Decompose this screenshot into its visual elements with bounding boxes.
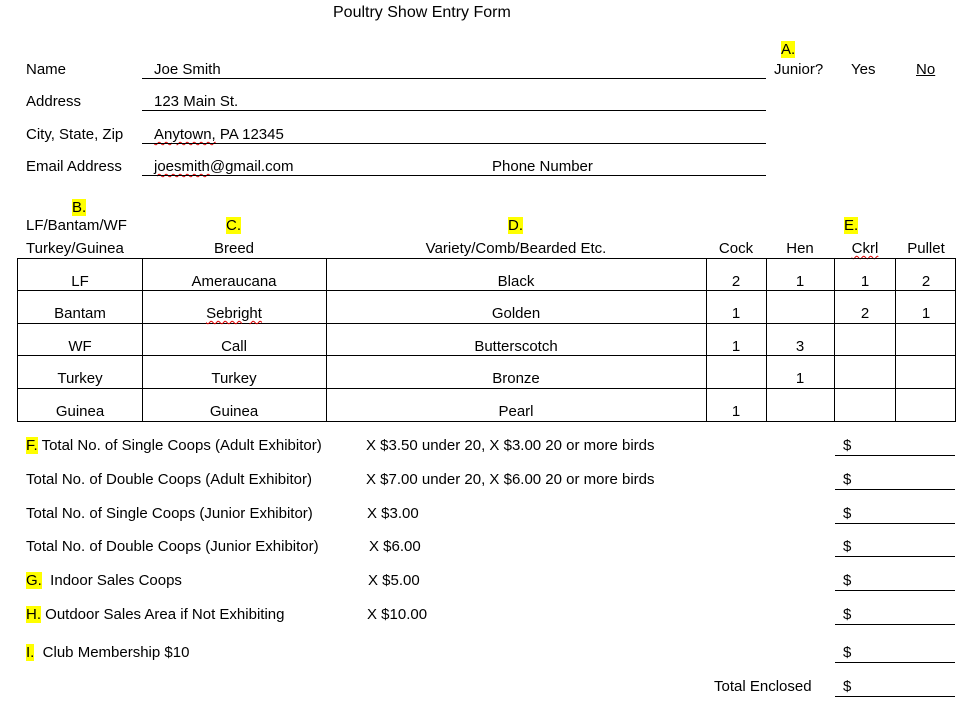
cell-breed[interactable]: Sebright bbox=[206, 305, 262, 322]
phone-label: Phone Number bbox=[492, 158, 593, 175]
fee-label: H. Outdoor Sales Area if Not Exhibiting bbox=[26, 606, 285, 623]
cell-breed[interactable]: Call bbox=[221, 338, 247, 355]
header-pullet: Pullet bbox=[907, 240, 945, 257]
email-user: joesmith bbox=[154, 158, 210, 175]
fee-amount-underline bbox=[835, 590, 955, 591]
marker-e: E. bbox=[844, 217, 859, 234]
fee-amount-field[interactable]: $ bbox=[843, 644, 852, 661]
cell-cock[interactable]: 1 bbox=[731, 338, 741, 355]
fee-amount-underline bbox=[835, 455, 955, 456]
cell-cock[interactable]: 1 bbox=[731, 403, 741, 420]
fee-amount-field[interactable]: $ bbox=[843, 437, 852, 454]
marker-a: A. bbox=[781, 41, 796, 58]
fee-rate: X $3.00 bbox=[367, 505, 419, 522]
marker-i: I. bbox=[26, 644, 35, 661]
cell-cock[interactable]: 2 bbox=[731, 273, 741, 290]
cell-hen[interactable]: 1 bbox=[795, 370, 805, 387]
fee-label: Total No. of Single Coops (Junior Exhibitor) bbox=[26, 505, 313, 522]
city-town: Anytown, bbox=[154, 126, 216, 143]
address-field[interactable]: 123 Main St. bbox=[154, 93, 239, 110]
cell-cock[interactable]: 1 bbox=[731, 305, 741, 322]
fee-rate: X $6.00 bbox=[369, 538, 421, 555]
name-field[interactable]: Joe Smith bbox=[154, 61, 221, 78]
cell-pullet[interactable]: 2 bbox=[921, 273, 931, 290]
fee-amount-underline bbox=[835, 662, 955, 663]
cell-hen[interactable]: 3 bbox=[795, 338, 805, 355]
header-variety: Variety/Comb/Bearded Etc. bbox=[425, 240, 607, 257]
header-hen: Hen bbox=[786, 240, 814, 257]
fee-label: I. Club Membership $10 bbox=[26, 644, 190, 661]
name-label: Name bbox=[26, 61, 67, 78]
cell-type[interactable]: WF bbox=[68, 338, 92, 355]
marker-h: H. bbox=[26, 606, 41, 623]
junior-yes-option[interactable]: Yes bbox=[851, 61, 876, 78]
fee-amount-field[interactable]: $ bbox=[843, 606, 852, 623]
form-title: Poultry Show Entry Form bbox=[333, 4, 511, 21]
header-type-line1: LF/Bantam/WF bbox=[26, 217, 127, 234]
junior-label: Junior? bbox=[774, 61, 824, 78]
fee-amount-field[interactable]: $ bbox=[843, 572, 852, 589]
fee-amount-underline bbox=[835, 523, 955, 524]
cell-variety[interactable]: Bronze bbox=[492, 370, 540, 387]
header-cock: Cock bbox=[718, 240, 754, 257]
cell-breed[interactable]: Turkey bbox=[211, 370, 257, 387]
fee-amount-underline bbox=[835, 489, 955, 490]
fee-label: Total No. of Double Coops (Adult Exhibitor) bbox=[26, 471, 312, 488]
fee-label: G. Indoor Sales Coops bbox=[26, 572, 182, 589]
cell-ckrl[interactable]: 2 bbox=[860, 305, 870, 322]
cell-variety[interactable]: Butterscotch bbox=[474, 338, 558, 355]
junior-no-option[interactable]: No bbox=[916, 61, 936, 78]
total-label: Total Enclosed bbox=[714, 678, 812, 695]
cell-type[interactable]: Turkey bbox=[57, 370, 103, 387]
cell-ckrl[interactable]: 1 bbox=[860, 273, 870, 290]
cell-variety[interactable]: Black bbox=[497, 273, 535, 290]
email-label: Email Address bbox=[26, 158, 122, 175]
total-amount-underline bbox=[835, 696, 955, 697]
marker-d: D. bbox=[508, 217, 523, 234]
cell-variety[interactable]: Pearl bbox=[498, 403, 534, 420]
marker-f: F. bbox=[26, 437, 38, 454]
fee-amount-underline bbox=[835, 556, 955, 557]
cell-pullet[interactable]: 1 bbox=[921, 305, 931, 322]
fee-rate: X $7.00 under 20, X $6.00 20 or more birds bbox=[366, 471, 655, 488]
marker-g: G. bbox=[26, 572, 42, 589]
header-ckrl: Ckrl bbox=[851, 240, 879, 257]
fee-rate: X $5.00 bbox=[368, 572, 420, 589]
cell-breed[interactable]: Guinea bbox=[209, 403, 259, 420]
email-domain: @gmail.com bbox=[209, 158, 294, 175]
fee-amount-field[interactable]: $ bbox=[843, 538, 852, 555]
fee-label: Total No. of Double Coops (Junior Exhibitor) bbox=[26, 538, 319, 555]
marker-c: C. bbox=[226, 217, 241, 234]
header-type-line2: Turkey/Guinea bbox=[26, 240, 124, 257]
fee-label: F. Total No. of Single Coops (Adult Exhibitor) bbox=[26, 437, 322, 454]
cell-type[interactable]: Guinea bbox=[55, 403, 105, 420]
marker-b: B. bbox=[72, 199, 87, 216]
cell-type[interactable]: LF bbox=[71, 273, 89, 290]
cell-breed[interactable]: Ameraucana bbox=[191, 273, 277, 290]
header-breed: Breed bbox=[213, 240, 255, 257]
fee-amount-field[interactable]: $ bbox=[843, 471, 852, 488]
fee-rate: X $10.00 bbox=[367, 606, 428, 623]
cell-hen[interactable]: 1 bbox=[795, 273, 805, 290]
city-label: City, State, Zip bbox=[26, 126, 124, 143]
fee-rate: X $3.50 under 20, X $3.00 20 or more birds bbox=[366, 437, 655, 454]
fee-amount-underline bbox=[835, 624, 955, 625]
cell-type[interactable]: Bantam bbox=[54, 305, 106, 322]
city-rest: PA 12345 bbox=[215, 126, 284, 143]
address-label: Address bbox=[26, 93, 82, 110]
cell-variety[interactable]: Golden bbox=[491, 305, 541, 322]
fee-amount-field[interactable]: $ bbox=[843, 505, 852, 522]
total-amount-field[interactable]: $ bbox=[843, 678, 852, 695]
